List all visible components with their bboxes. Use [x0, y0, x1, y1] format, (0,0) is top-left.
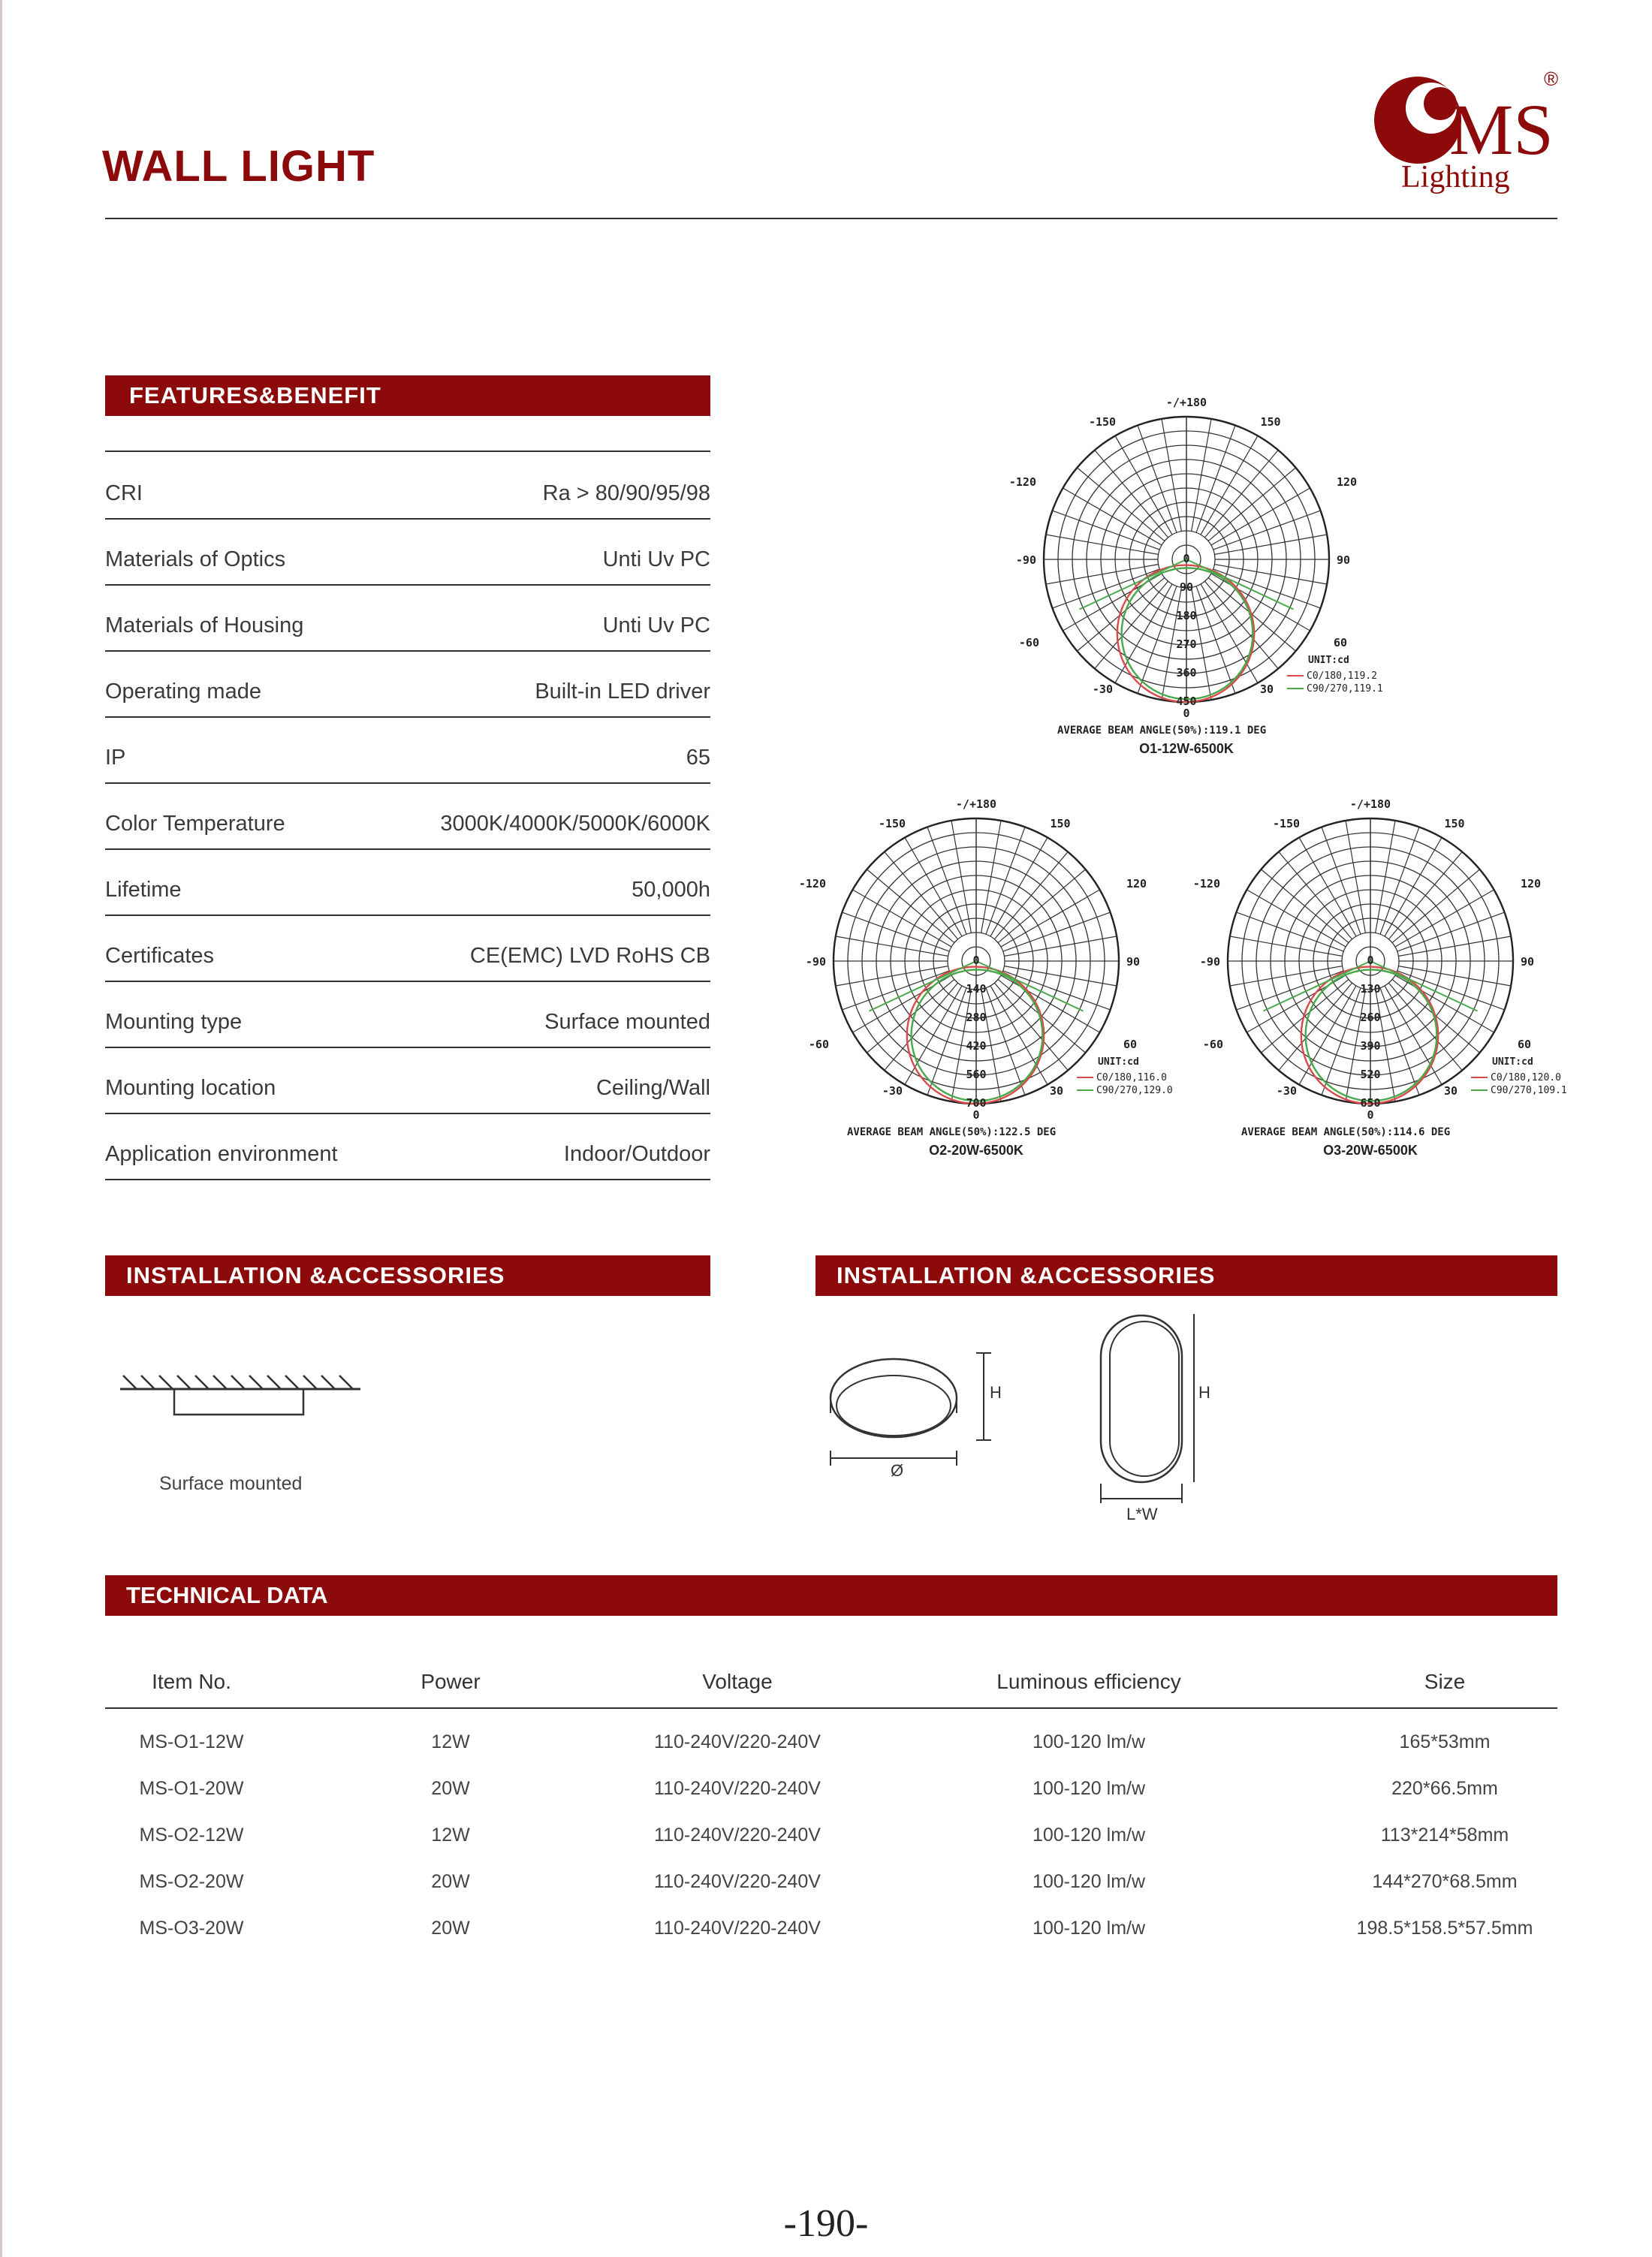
polar-spoke	[986, 827, 1025, 934]
table-cell: 100-120 lm/w	[1032, 1871, 1146, 1892]
logo-letters: MS	[1449, 89, 1554, 170]
polar-spoke	[1052, 511, 1159, 550]
polar-ring-label: 420	[966, 1039, 987, 1053]
legend-c90-label: C90/270,109.1	[1491, 1085, 1567, 1096]
feature-row	[105, 915, 710, 982]
polar-ring-label: 450	[1176, 695, 1197, 708]
polar-spoke	[1230, 936, 1343, 956]
feature-label: Lifetime	[105, 878, 182, 902]
beam-angle-value: 114.6 DEG	[1393, 1126, 1451, 1138]
table-cell: 220*66.5mm	[1391, 1778, 1498, 1799]
beam-angle-prefix: AVERAGE BEAM ANGLE(50%):	[847, 1126, 999, 1138]
feature-label: Operating made	[105, 680, 261, 704]
feature-value: Ra > 80/90/95/98	[542, 481, 710, 505]
polar-unit-label: UNIT:cd	[1492, 1056, 1533, 1068]
feature-row	[105, 981, 710, 1048]
polar-spoke	[1192, 419, 1211, 532]
table-cell: MS-O2-12W	[139, 1825, 244, 1846]
polar-angle-label: 60	[1123, 1038, 1138, 1051]
table-cell: 113*214*58mm	[1380, 1825, 1509, 1846]
polar-angle-label: -60	[1018, 636, 1039, 649]
diameter-label: Ø	[891, 1461, 904, 1480]
polar-curve-c90-edge	[870, 961, 977, 1011]
polar-spoke	[1376, 821, 1395, 933]
table-cell: MS-O1-20W	[139, 1778, 244, 1799]
polar-caption: O1-12W-6500K	[1139, 741, 1234, 756]
beam-angle-prefix: AVERAGE BEAM ANGLE(50%):	[1057, 725, 1210, 737]
polar-spoke	[1196, 425, 1235, 532]
feature-label: IP	[105, 746, 126, 770]
legend-c0-label: C0/180,116.0	[1096, 1072, 1167, 1083]
polar-curve-c90-edge	[1370, 961, 1478, 1011]
table-cell: 100-120 lm/w	[1032, 1778, 1146, 1799]
legend-c0-label: C0/180,120.0	[1491, 1072, 1561, 1083]
polar-angle-label: -/+180	[1349, 797, 1391, 811]
feature-row	[105, 518, 710, 586]
polar-angle-label: 60	[1518, 1038, 1532, 1051]
table-cell: 100-120 lm/w	[1032, 1918, 1146, 1939]
logo-text: Lighting	[1401, 160, 1510, 194]
table-header-cell: Voltage	[702, 1670, 773, 1693]
polar-ring-label: 0	[1183, 552, 1190, 565]
polar-ring-label: 0	[972, 954, 980, 967]
polar-angle-label: 120	[1521, 877, 1542, 890]
installation-heading-right: INSTALLATION &ACCESSORIES	[815, 1255, 1557, 1296]
feature-value: 3000K/4000K/5000K/6000K	[440, 812, 710, 836]
polar-angle-label: -150	[878, 817, 906, 830]
feature-value: 65	[686, 746, 710, 770]
legend-c90-label: C90/270,129.0	[1096, 1085, 1173, 1096]
beam-angle-text	[1057, 725, 1266, 737]
polar-spoke	[1162, 419, 1181, 532]
table-cell: 110-240V/220-240V	[654, 1918, 821, 1939]
feature-value: Indoor/Outdoor	[563, 1142, 710, 1166]
polar-angle-label: 90	[1337, 553, 1351, 567]
polar-ring-label: 650	[1360, 1096, 1381, 1110]
beam-angle-text	[847, 1126, 1056, 1138]
length-width-label: L*W	[1126, 1505, 1158, 1523]
table-header-cell: Size	[1424, 1670, 1466, 1693]
feature-row	[105, 584, 710, 652]
beam-angle-text	[1241, 1126, 1450, 1138]
surface-mount-diagram	[113, 1359, 368, 1419]
polar-spoke	[927, 988, 966, 1095]
feature-label: Materials of Housing	[105, 613, 304, 637]
polar-ring-label: 260	[1360, 1011, 1381, 1024]
table-cell: 198.5*158.5*57.5mm	[1356, 1918, 1533, 1939]
installation-heading-left: INSTALLATION &ACCESSORIES	[105, 1255, 710, 1296]
polar-ring-label: 90	[1179, 580, 1194, 594]
polar-unit-label: UNIT:cd	[1098, 1056, 1139, 1068]
polar-spoke	[1236, 912, 1343, 951]
height-label-round: H	[990, 1383, 1002, 1402]
round-fixture-drawing	[826, 1344, 999, 1487]
polar-unit-label: UNIT:cd	[1308, 655, 1349, 666]
feature-row	[105, 1113, 710, 1180]
feature-label: Materials of Optics	[105, 547, 286, 571]
polar-angle-label: 30	[1444, 1084, 1458, 1098]
polar-angle-label: -90	[1015, 553, 1036, 567]
feature-row	[105, 716, 710, 784]
polar-angle-label: -30	[1276, 1084, 1297, 1098]
polar-spoke	[1004, 936, 1117, 956]
polar-angle-label: 150	[1050, 817, 1071, 830]
polar-charts	[796, 390, 1577, 1171]
beam-angle-value: 122.5 DEG	[999, 1126, 1057, 1138]
polar-angle-label: -150	[1272, 817, 1301, 830]
polar-angle-label: -120	[1008, 475, 1036, 489]
table-cell: 12W	[431, 1825, 470, 1846]
table-cell: 100-120 lm/w	[1032, 1825, 1146, 1846]
polar-spoke	[1397, 912, 1505, 951]
polar-spoke	[1046, 535, 1159, 554]
feature-value: CE(EMC) LVD RoHS CB	[469, 944, 710, 968]
polar-spoke	[981, 821, 1001, 933]
feature-label: Mounting type	[105, 1010, 243, 1034]
table-cell: 20W	[431, 1871, 470, 1892]
polar-spoke	[1398, 936, 1511, 956]
page-number: -190-	[783, 2202, 869, 2245]
polar-angle-label: -/+180	[955, 797, 997, 811]
polar-ring-label: 360	[1176, 666, 1197, 680]
feature-label: Color Temperature	[105, 812, 285, 836]
polar-spoke	[986, 988, 1025, 1095]
polar-spoke	[836, 936, 948, 956]
polar-ring-label: 520	[1360, 1068, 1381, 1081]
polar-angle-label: 0	[1367, 1108, 1374, 1122]
polar-curve-c90-edge	[1186, 559, 1294, 610]
feature-value: Ceiling/Wall	[595, 1076, 710, 1100]
polar-angle-label: -120	[1192, 877, 1220, 890]
table-row	[0, 1778, 1652, 1808]
polar-ring-label: 180	[1176, 609, 1197, 622]
feature-value: Surface mounted	[544, 1010, 710, 1034]
polar-caption: O3-20W-6500K	[1323, 1143, 1418, 1158]
polar-curve-c90-edge	[976, 961, 1084, 1011]
polar-angle-label: -30	[882, 1084, 903, 1098]
polar-angle-label: 60	[1334, 636, 1348, 649]
polar-chart	[799, 797, 1173, 1158]
polar-ring-label: 130	[1360, 982, 1381, 996]
table-cell: 110-240V/220-240V	[654, 1871, 821, 1892]
table-header-cell: Luminous efficiency	[996, 1670, 1181, 1693]
table-header-rule	[105, 1707, 1557, 1709]
polar-spoke	[1380, 827, 1419, 934]
polar-spoke	[951, 821, 971, 933]
polar-ring-label: 280	[966, 1011, 987, 1024]
table-row	[0, 1825, 1652, 1855]
polar-angle-label: 30	[1260, 683, 1274, 696]
table-cell: 20W	[431, 1778, 470, 1799]
table-cell: MS-O3-20W	[139, 1918, 244, 1939]
polar-spoke	[1196, 586, 1235, 694]
table-row	[0, 1918, 1652, 1948]
table-header-cell: Item No.	[152, 1670, 231, 1693]
polar-angle-label: 30	[1050, 1084, 1064, 1098]
polar-angle-label: -60	[1202, 1038, 1223, 1051]
table-header-cell: Power	[421, 1670, 481, 1693]
feature-row	[105, 650, 710, 718]
polar-ring-label: 140	[966, 982, 987, 996]
table-cell: MS-O2-20W	[139, 1871, 244, 1892]
polar-caption: O2-20W-6500K	[929, 1143, 1023, 1158]
polar-spoke	[1214, 535, 1327, 554]
polar-angle-label: 120	[1126, 877, 1147, 890]
polar-angle-label: 90	[1521, 955, 1535, 969]
feature-value: Unti Uv PC	[602, 613, 710, 637]
feature-label: Mounting location	[105, 1076, 276, 1100]
feature-label: CRI	[105, 481, 143, 505]
page-title: WALL LIGHT	[102, 142, 375, 191]
polar-spoke	[1213, 569, 1321, 608]
polar-angle-label: -30	[1092, 683, 1113, 696]
height-label-oval: H	[1198, 1383, 1210, 1402]
table-cell: 12W	[431, 1731, 470, 1752]
table-cell: 110-240V/220-240V	[654, 1731, 821, 1752]
technical-heading: TECHNICAL DATA	[105, 1575, 1557, 1616]
polar-spoke	[842, 971, 949, 1010]
oval-fixture-drawing	[1089, 1306, 1209, 1524]
table-cell: 20W	[431, 1918, 470, 1939]
beam-angle-value: 119.1 DEG	[1209, 725, 1267, 737]
polar-angle-label: 150	[1260, 415, 1281, 429]
polar-spoke	[1003, 912, 1111, 951]
polar-spoke	[1322, 988, 1361, 1095]
polar-ring-label: 700	[966, 1096, 987, 1110]
legend-c90-label: C90/270,119.1	[1307, 683, 1383, 695]
polar-ring-label: 0	[1367, 954, 1374, 967]
header-rule	[105, 218, 1557, 219]
table-cell: 110-240V/220-240V	[654, 1778, 821, 1799]
polar-ring-label: 270	[1176, 637, 1197, 651]
polar-angle-label: 0	[1183, 707, 1190, 720]
legend-c0-label: C0/180,119.2	[1307, 670, 1377, 682]
table-row	[0, 1731, 1652, 1761]
table-row	[0, 1871, 1652, 1901]
polar-spoke	[1397, 971, 1505, 1010]
polar-ring-label: 560	[966, 1068, 987, 1081]
table-cell: MS-O1-12W	[139, 1731, 244, 1752]
polar-spoke	[1346, 821, 1365, 933]
polar-spoke	[1138, 586, 1177, 694]
polar-angle-label: 150	[1444, 817, 1465, 830]
polar-ring-label: 390	[1360, 1039, 1381, 1053]
feature-row	[105, 848, 710, 916]
table-cell: 165*53mm	[1399, 1731, 1491, 1752]
feature-row	[105, 782, 710, 850]
polar-angle-label: 0	[972, 1108, 980, 1122]
feature-row	[105, 1047, 710, 1114]
table-cell: 110-240V/220-240V	[654, 1825, 821, 1846]
registered-mark: ®	[1544, 68, 1559, 90]
beam-angle-prefix: AVERAGE BEAM ANGLE(50%):	[1241, 1126, 1394, 1138]
polar-spoke	[1138, 425, 1177, 532]
feature-label: Certificates	[105, 944, 215, 968]
polar-angle-label: 120	[1337, 475, 1358, 489]
polar-spoke	[842, 912, 949, 951]
feature-value: 50,000h	[632, 878, 710, 902]
polar-chart	[1009, 396, 1383, 756]
polar-curve-c90-edge	[1080, 559, 1187, 610]
polar-spoke	[1213, 511, 1321, 550]
polar-angle-label: -150	[1088, 415, 1117, 429]
polar-spoke	[927, 827, 966, 934]
features-heading: FEATURES&BENEFIT	[105, 375, 710, 416]
polar-angle-label: 90	[1126, 955, 1141, 969]
table-cell: 144*270*68.5mm	[1372, 1871, 1518, 1892]
feature-value: Built-in LED driver	[535, 680, 710, 704]
polar-curve-c90-edge	[1264, 961, 1371, 1011]
table-cell: 100-120 lm/w	[1032, 1731, 1146, 1752]
polar-spoke	[1236, 971, 1343, 1010]
polar-angle-label: -120	[798, 877, 826, 890]
feature-row	[105, 452, 710, 520]
surface-mounted-label: Surface mounted	[159, 1473, 303, 1494]
feature-label: Application environment	[105, 1142, 338, 1166]
polar-spoke	[1003, 971, 1111, 1010]
polar-angle-label: -90	[1199, 955, 1220, 969]
polar-angle-label: -60	[808, 1038, 829, 1051]
polar-angle-label: -90	[805, 955, 826, 969]
feature-value: Unti Uv PC	[602, 547, 710, 571]
polar-angle-label: -/+180	[1165, 396, 1207, 409]
polar-spoke	[1380, 988, 1419, 1095]
polar-chart	[1193, 797, 1567, 1158]
polar-spoke	[1322, 827, 1361, 934]
polar-spoke	[1052, 569, 1159, 608]
